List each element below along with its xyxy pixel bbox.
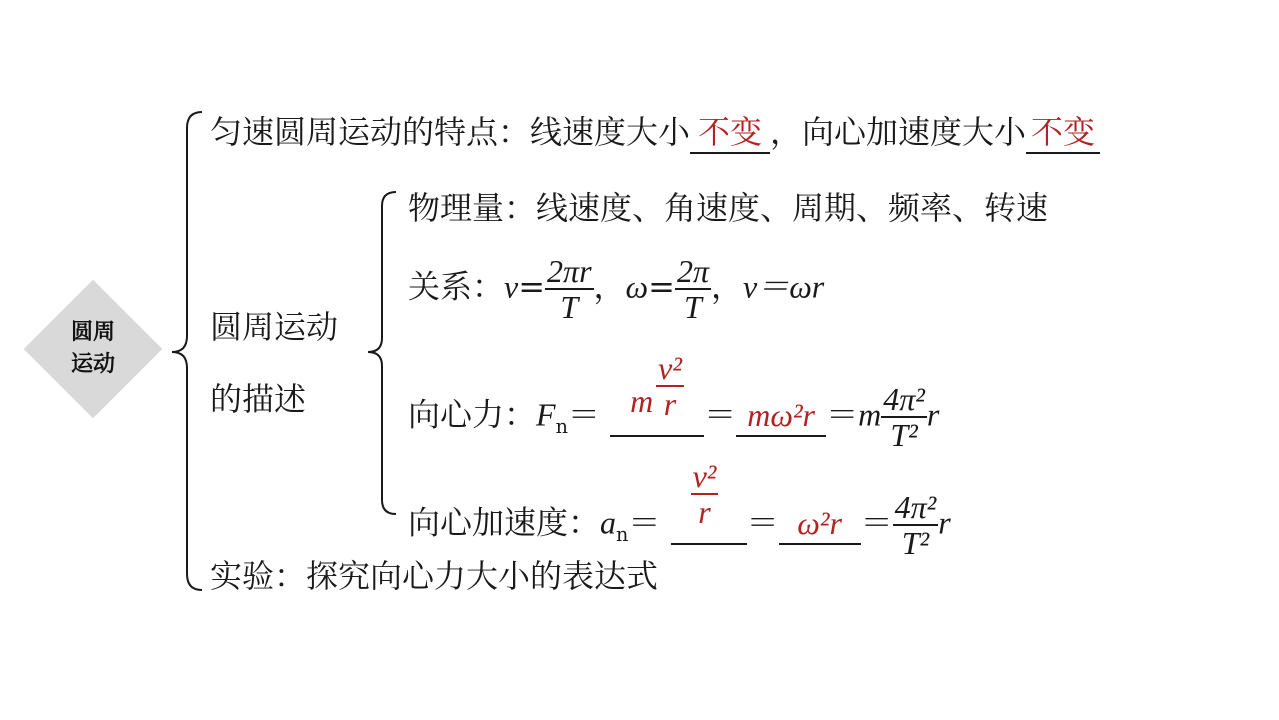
topic-line2: 运动 (70, 352, 115, 377)
fraction-num: 4π² (883, 381, 925, 417)
answer-blank-force-1 (610, 349, 704, 437)
accel-subscript: n (616, 522, 629, 546)
force-eq3: ＝ (826, 395, 859, 434)
fraction-den: T (560, 289, 579, 325)
force-label: 向心力： (408, 395, 537, 434)
force-eq2: ＝ (704, 395, 737, 434)
quantities-line: 物理量：线速度、角速度、周期、频率、转速 (408, 189, 1049, 227)
fraction-den: T² (901, 525, 930, 561)
inner-brace (368, 192, 396, 514)
accel-label: 向心加速度： (408, 503, 601, 542)
uniform-middle: ，向心加速度大小 (770, 113, 1027, 151)
answer-fraction-v2-over-r (656, 351, 684, 421)
description-label (210, 305, 338, 421)
fraction-num: 2π (676, 253, 709, 289)
experiment-line: 实验：探究向心力大小的表达式 (210, 557, 659, 595)
fraction-num: 2πr (547, 253, 592, 289)
relation-eq2: = (648, 267, 675, 306)
answer-blank-accel-2: ω²r (779, 503, 861, 545)
force-eq1: ＝ (567, 395, 600, 434)
topic-line1: 圆周 (70, 320, 115, 345)
force-tail-m: m (858, 396, 882, 433)
accel-tail-r: r (938, 504, 951, 541)
fraction-den: r (663, 385, 677, 422)
force-line (408, 349, 940, 453)
answer-blank-centripetal-accel: 不变 (1026, 112, 1100, 154)
answer-blank-linear-speed: 不变 (690, 112, 770, 154)
fraction-2pi-over-T (675, 254, 711, 324)
fraction-den: T (684, 289, 702, 325)
accel-eq1: ＝ (628, 503, 661, 542)
force-tail-r: r (926, 396, 940, 433)
accel-a: a (600, 504, 617, 541)
fraction-2pir-over-T (545, 254, 593, 324)
relation-v-omega-r: v＝ωr (742, 268, 825, 305)
relation-omega: ω (625, 268, 649, 305)
uniform-motion-line (210, 112, 1100, 154)
force-subscript: n (555, 414, 568, 438)
fraction-4pi2-over-T2 (893, 490, 939, 560)
fraction-den: T² (890, 417, 918, 453)
accel-eq2: ＝ (746, 503, 779, 542)
answer-fraction-v2-over-r (691, 459, 719, 529)
outer-brace (172, 112, 202, 590)
relation-v: v (504, 268, 519, 305)
relation-comma1: ， (593, 267, 626, 306)
accel-eq3: ＝ (860, 503, 893, 542)
description-label-line2: 的描述 (210, 380, 307, 418)
fraction-num: v² (692, 457, 717, 494)
fraction-num: 4π² (894, 489, 937, 525)
relation-eq1: = (518, 267, 546, 306)
relation-label: 关系： (408, 267, 505, 306)
answer-m: m (630, 382, 654, 419)
relation-line (408, 254, 824, 324)
relation-comma2: ， (710, 267, 743, 306)
fraction-4pi2-over-T2 (881, 382, 927, 452)
answer-blank-force-2: mω²r (736, 395, 826, 437)
uniform-prefix: 匀速圆周运动的特点：线速度大小 (210, 113, 691, 151)
fraction-num: v² (658, 349, 682, 386)
description-label-line1: 圆周运动 (210, 308, 339, 346)
answer-blank-accel-1 (671, 457, 747, 545)
fraction-den: r (698, 493, 711, 530)
force-F: F (536, 396, 556, 433)
accel-line (408, 457, 951, 561)
